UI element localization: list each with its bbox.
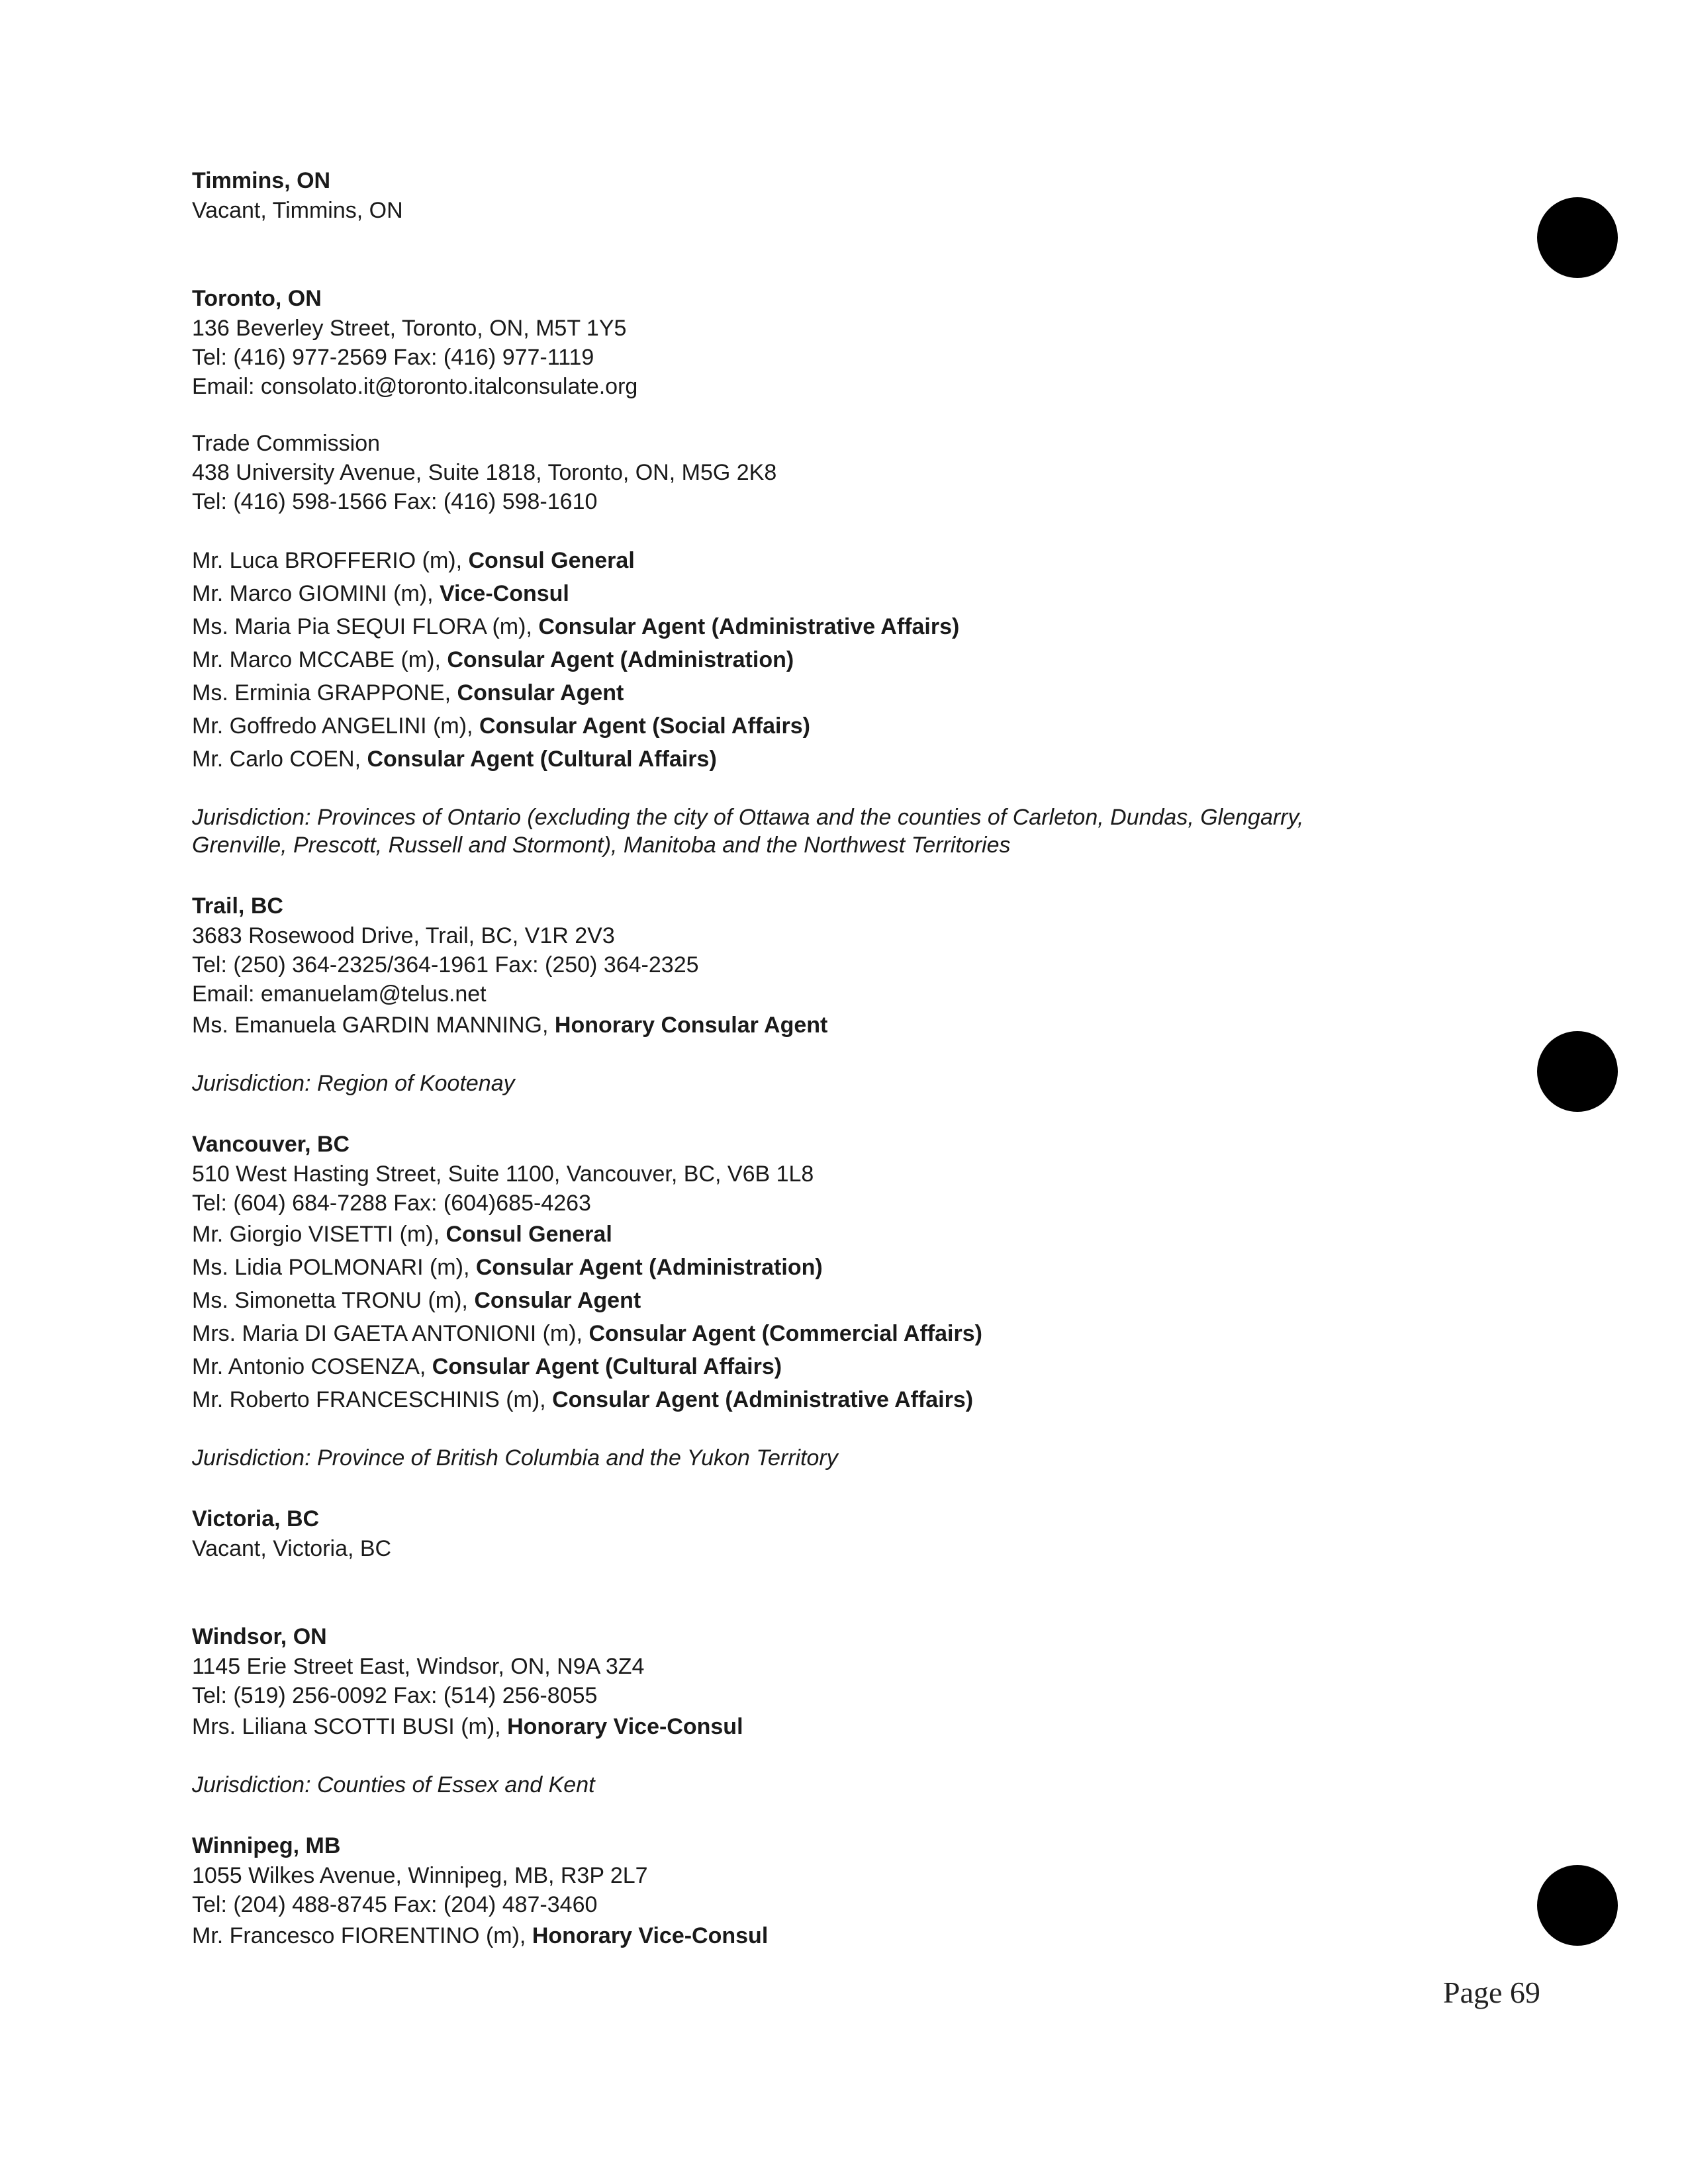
staff-title: Vice-Consul <box>439 581 569 606</box>
staff-name: Mrs. Liliana SCOTTI BUSI (m), <box>192 1714 508 1739</box>
staff-row <box>192 676 1489 709</box>
jurisdiction-text: Jurisdiction: Counties of Essex and Kent <box>192 1772 595 1797</box>
address-line: 438 University Avenue, Suite 1818, Toronto, ON, M5G 2K8 <box>192 460 777 485</box>
phone-line: Tel: (416) 598-1566 Fax: (416) 598-1610 <box>192 489 598 514</box>
staff-name: Mr. Giorgio VISETTI (m), <box>192 1222 446 1247</box>
punch-hole-bottom <box>1537 1865 1618 1946</box>
jurisdiction-text: Jurisdiction: Region of Kootenay <box>192 1071 515 1096</box>
staff-title: Consular Agent (Administrative Affairs) <box>538 614 960 639</box>
entry-heading-victoria: Victoria, BC <box>192 1506 320 1531</box>
staff-title: Honorary Consular Agent <box>554 1013 828 1038</box>
punch-hole-top <box>1537 197 1618 278</box>
address-line: Vacant, Timmins, ON <box>192 198 403 223</box>
staff-row <box>192 1710 1489 1743</box>
staff-row <box>192 743 1489 776</box>
staff-name: Mr. Marco GIOMINI (m), <box>192 581 440 606</box>
staff-name: Ms. Lidia POLMONARI (m), <box>192 1255 476 1280</box>
staff-row <box>192 1317 1489 1350</box>
staff-name: Mr. Francesco FIORENTINO (m), <box>192 1923 532 1948</box>
address-line: Vacant, Victoria, BC <box>192 1536 392 1561</box>
staff-name: Ms. Maria Pia SEQUI FLORA (m), <box>192 614 539 639</box>
staff-row <box>192 1251 1489 1284</box>
email-line: Email: consolato.it@toronto.italconsulate.org <box>192 374 638 399</box>
staff-row <box>192 1383 1489 1416</box>
address-line: 1055 Wilkes Avenue, Winnipeg, MB, R3P 2L7 <box>192 1863 648 1888</box>
staff-title: Consular Agent <box>474 1288 641 1313</box>
punch-hole-middle <box>1537 1031 1618 1112</box>
staff-name: Ms. Erminia GRAPPONE, <box>192 680 457 705</box>
phone-line: Tel: (519) 256-0092 Fax: (514) 256-8055 <box>192 1683 598 1708</box>
email-line: Email: emanuelam@telus.net <box>192 981 487 1007</box>
phone-line: Tel: (416) 977-2569 Fax: (416) 977-1119 <box>192 345 594 370</box>
staff-name: Mrs. Maria DI GAETA ANTONIONI (m), <box>192 1321 589 1346</box>
address-line: 3683 Rosewood Drive, Trail, BC, V1R 2V3 <box>192 923 615 948</box>
staff-title: Consular Agent <box>457 680 624 705</box>
staff-title: Consular Agent (Cultural Affairs) <box>432 1354 782 1379</box>
jurisdiction-text: Grenville, Prescott, Russell and Stormont), Manitoba and the Northwest Territories <box>192 833 1011 858</box>
staff-row <box>192 1350 1489 1383</box>
address-line: 136 Beverley Street, Toronto, ON, M5T 1Y5 <box>192 316 627 341</box>
staff-row <box>192 577 1489 610</box>
staff-name: Mr. Carlo COEN, <box>192 747 367 772</box>
staff-title: Consular Agent (Administrative Affairs) <box>552 1387 974 1412</box>
staff-row <box>192 643 1489 676</box>
staff-row <box>192 544 1489 577</box>
staff-row <box>192 1919 1489 1952</box>
staff-row <box>192 1284 1489 1317</box>
staff-name: Ms. Emanuela GARDIN MANNING, <box>192 1013 555 1038</box>
jurisdiction-text: Jurisdiction: Provinces of Ontario (excluding the city of Ottawa and the counties of Carleton, Dundas, Glengarry, <box>192 805 1304 830</box>
entry-heading-toronto: Toronto, ON <box>192 286 322 311</box>
staff-name: Mr. Antonio COSENZA, <box>192 1354 432 1379</box>
staff-title: Honorary Vice-Consul <box>532 1923 769 1948</box>
phone-line: Tel: (204) 488-8745 Fax: (204) 487-3460 <box>192 1892 598 1917</box>
phone-line: Tel: (604) 684-7288 Fax: (604)685-4263 <box>192 1191 591 1216</box>
address-line: 1145 Erie Street East, Windsor, ON, N9A 3Z4 <box>192 1654 645 1679</box>
entry-heading-trail: Trail, BC <box>192 893 283 919</box>
entry-heading-windsor: Windsor, ON <box>192 1624 327 1649</box>
staff-title: Consular Agent (Cultural Affairs) <box>367 747 717 772</box>
staff-title: Consular Agent (Administration) <box>475 1255 823 1280</box>
staff-name: Mr. Luca BROFFERIO (m), <box>192 548 469 573</box>
staff-name: Ms. Simonetta TRONU (m), <box>192 1288 475 1313</box>
entry-heading-winnipeg: Winnipeg, MB <box>192 1833 341 1858</box>
staff-name: Mr. Goffredo ANGELINI (m), <box>192 713 479 739</box>
address-line: 510 West Hasting Street, Suite 1100, Vancouver, BC, V6B 1L8 <box>192 1161 814 1187</box>
staff-title: Consular Agent (Social Affairs) <box>479 713 810 739</box>
staff-row <box>192 1218 1489 1251</box>
staff-row <box>192 709 1489 743</box>
staff-row <box>192 1009 1489 1042</box>
entry-heading-vancouver: Vancouver, BC <box>192 1132 350 1157</box>
jurisdiction-text: Jurisdiction: Province of British Columbia and the Yukon Territory <box>192 1445 838 1471</box>
page-number: Page 69 <box>1443 1976 1540 2009</box>
staff-title: Consular Agent (Administration) <box>447 647 794 672</box>
staff-title: Consular Agent (Commercial Affairs) <box>588 1321 982 1346</box>
staff-row <box>192 610 1489 643</box>
staff-title: Honorary Vice-Consul <box>507 1714 743 1739</box>
staff-title: Consul General <box>468 548 635 573</box>
phone-line: Tel: (250) 364-2325/364-1961 Fax: (250) 364-2325 <box>192 952 699 978</box>
trade-commission-label: Trade Commission <box>192 431 381 456</box>
staff-name: Mr. Marco MCCABE (m), <box>192 647 447 672</box>
staff-title: Consul General <box>445 1222 612 1247</box>
entry-heading-timmins: Timmins, ON <box>192 168 331 193</box>
staff-name: Mr. Roberto FRANCESCHINIS (m), <box>192 1387 553 1412</box>
directory-page <box>192 165 1489 1952</box>
